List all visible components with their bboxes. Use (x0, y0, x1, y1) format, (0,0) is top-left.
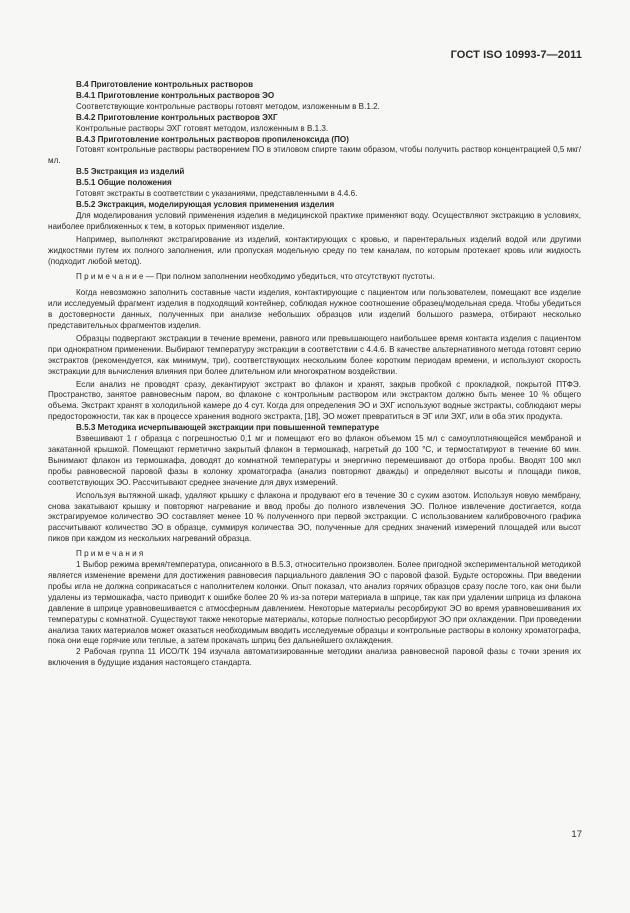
paragraph: Когда невозможно заполнить составные части изделия, контактирующие с пациентом или пользователем, помещают все изделие или исследуемый фрагмент изделия в подходящий контейнер, соблюдая нужное соотношение образец/модельная среда. Чтобы убедиться в достоверности данных, полученных при анализе небольших образцов или изделий большого размера, отбирают несколько представительных фрагментов изделия. (48, 288, 581, 331)
section-b52-title: В.5.2 Экстракция, моделирующая условия применения изделия (76, 199, 335, 209)
notes-title: П р и м е ч а н и я (76, 549, 144, 559)
section-b53-title: В.5.3 Методика исчерпывающей экстракции при повышенной температуре (76, 423, 380, 433)
note-2: 2 Рабочая группа 11 ИСО/ТК 194 изучала автоматизированные методики анализа равновесной паровой фазы с точки зрения их включения в будущие издания настоящего стандарта. (48, 647, 581, 668)
paragraph: Если анализ не проводят сразу, декантируют экстракт во флакон и хранят, закрыв пробкой с прокладкой, покрытой ПТФЭ. Пространство, занятое равновесным паром, во флаконе с контрольным раствором или экстрактом должно быть менее 10 % общего объема. Экстракт хранят в холодильной камере до 4 сут. Когда для определения ЭО и ЭХГ используют водные экстракты, соблюдают меры предосторожности, так как в процессе хранения водного экстракта, [18], ЭО может превратиться в ЭГ или ЭХГ, или в оба этих продукта. (48, 379, 581, 422)
section-b5-title: В.5 Экстракция из изделий (76, 167, 185, 177)
note-1: 1 Выбор режима время/температура, описанного в В.5.3, относительно произволен. Более пригодной экспериментальной методикой является изменение времени для достижения равновесия парциального давления ЭО с паровой фазой. Будьте осторожны. При введении пробы игла не должна соприкасаться с наполнителем колонки. Опыт показал, что анализ горячих образцов сразу после того, как они были удалены из термошкафа, часто приводит к ошибке более 20 % из-за потери материала в шприце, так как при удалении шприца из флакона давление в шприце уравновешивается с атмосферным давлением. Некоторые материалы ресорбируют ЭО во время уравновешивания их температуры с комнатной. Существуют также некоторые материалы, которые полностью ресорбируют ЭО при охлаждении. При проведении анализа таких материалов может оказаться необходимым вводить исследуемые образцы и контрольные растворы в колонку хроматографа, пока они еще горячие или теплые, а затем прокачать шприц без дальнейшего охлаждения. (48, 560, 581, 646)
section-b4-title: В.4 Приготовление контрольных растворов (76, 80, 254, 89)
section-b43-text: Готовят контрольные растворы растворением ПО в этиловом спирте таким образом, чтобы получить раствор концентрацией 0,5 мкг/мл. (48, 145, 581, 166)
section-b41-title: В.4.1 Приготовление контрольных растворов ЭО (76, 90, 275, 100)
section-b42-text: Контрольные растворы ЭХГ готовят методом, изложенным в В.1.3. (76, 123, 329, 133)
paragraph: Для моделирования условий применения изделия в медицинской практике применяют воду. Осуществляют экстракцию в условиях, наиболее приближенных к тем, в которых применяют изделие. (48, 210, 581, 231)
paragraph: Например, выполняют экстрагирование из изделий, контактирующих с кровью, и парентеральных изделий водой или другими жидкостями путем их полного заполнения, или пропуская модельную среду по тем каналам, по которым протекает кровь или жидкость (подходит любой метод). (48, 234, 581, 266)
section-b51-text: Готовят экстракты в соответствии с указаниями, представленными в 4.4.6. (76, 189, 358, 199)
paragraph: Взвешивают 1 г образца с погрешностью 0,1 мг и помещают его во флакон объемом 15 мл с самоуплотняющейся мембраной и закатанной крышкой. Помещают герметично закрытый флакон в термошкаф, нагретый до 100 °С, и термостатируют в течение 60 мин. Вынимают флакон из термошкафа, доводят до комнатной температуры и энергично перемешивают до отбора пробы. Вводят 100 мкл пробы равновесной паровой фазы в колонку хроматографа (анализ повторяют дважды) и определяют высоты и площади пиков, соответствующих ЭО. Рассчитывают среднее значение для двух измерений. (48, 434, 581, 487)
document-body (48, 80, 581, 669)
paragraph: Образцы подвергают экстракции в течение времени, равного или превышающего наибольшее время контакта изделия с пациентом при однократном применении. Выбирают температуру экстракции в соответствии с 4.4.6. В качестве альтернативного метода готовят серию экстрактов (рекомендуется, как минимум, три), соответствующих нескольким более коротким периодам времени, и используют скорость экстракции для вычисления влияния при более длительном или многократном воздействии. (48, 333, 581, 376)
note: П р и м е ч а н и е — При полном заполнении необходимо убедиться, что отсутствуют пустоты. (76, 272, 435, 282)
standard-code: ГОСТ ISO 10993-7—2011 (450, 49, 582, 61)
paragraph: Используя вытяжной шкаф, удаляют крышку с флакона и продувают его в течение 30 с сухим азотом. Используя новую мембрану, снова закатывают крышку и повторяют нагревание и ввод пробы до полного извлечения ЭО. Полное извлечение достигается, когда экстрагируемое количество ЭО составляет менее 10 % полученного при первой экстракции. С использованием калибровочного графика рассчитывают количество ЭО в образце, суммируя количества ЭО, полученные для средних значений измерений площадей или высот пиков при каждом из нескольких нагреваний образца. (48, 490, 581, 544)
section-b41-text: Соответствующие контрольные растворы готовят методом, изложенным в В.1.2. (76, 101, 380, 111)
section-b42-title: В.4.2 Приготовление контрольных растворов ЭХГ (76, 112, 278, 122)
section-b51-title: В.5.1 Общие положения (76, 178, 172, 188)
page-number: 17 (571, 829, 582, 840)
section-b43-title: В.4.3 Приготовление контрольных растворов пропиленоксида (ПО) (76, 134, 349, 144)
